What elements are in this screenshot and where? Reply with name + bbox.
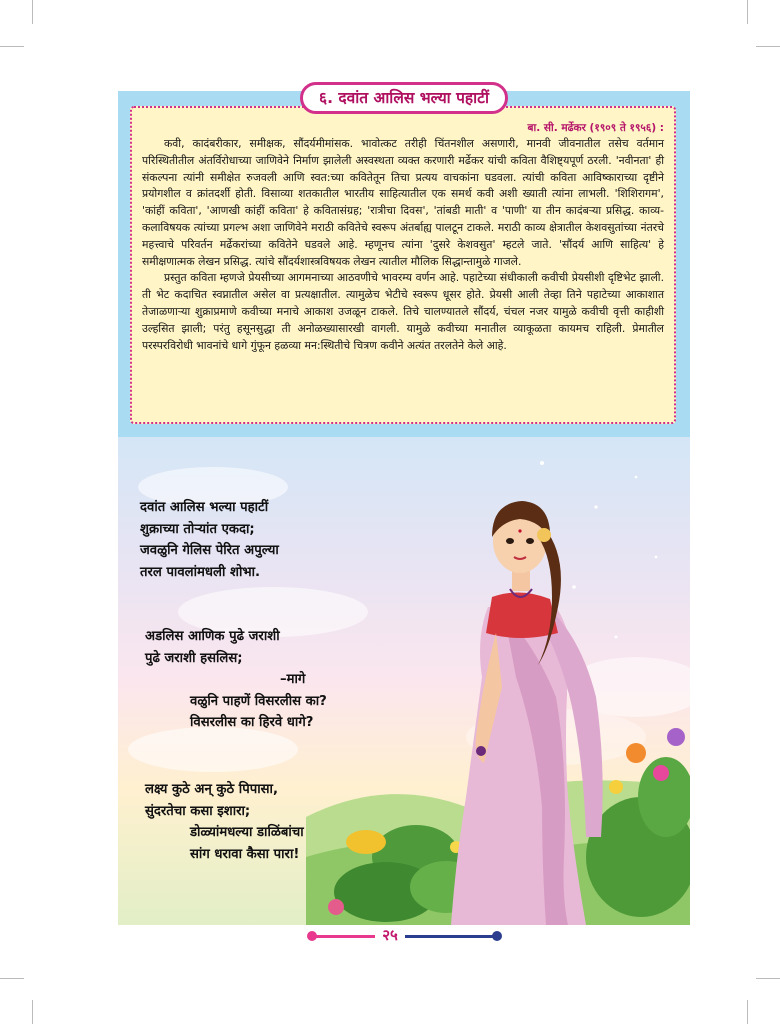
- author-line: बा. सी. मर्ढेकर (१९०९ ते १९५६) :: [527, 122, 664, 134]
- page-number: २५: [382, 926, 398, 944]
- intro-paragraph-2: प्रस्तुत कविता म्हणजे प्रेयसीच्या आगमनाच्या आठवणीचे भावरम्य वर्णन आहे. पहाटेच्या संधीकाली कवीची प्रेयसीशी दृष्टिभेट झाली. ती भेट कदाचित स्वप्नातील असेल वा प्रत्यक्षातील. त्यामुळेच भेटीचे स्वरूप धूसर होते. प्रेयसी आली तेव्हा तिने पहाटेच्या आकाशात तेजाळणाऱ्या शुक्राप्रमाणे कवीच्या मनाचे आकाश उजळून टाकले. तिचे चालण्यातले सौंदर्य, चंचल नजर यामुळे कवीची वृत्ती काहीशी उल्हसित झाली; परंतु हसूनसुद्धा ती अनोळख्यासारखी वागली. यामुळे कवीच्या मनातील व्याकूळता कायमच राहिली. प्रेमातील परस्परविरोधी भावनांचे धागे गुंफून हळव्या मन:स्थितीचे चित्रण कवीने अत्यंत तरलतेने केले आहे.: [142, 271, 664, 352]
- intro-box: [130, 106, 676, 424]
- poem-line: जवळुनि गेलिस पेरित अपुल्या: [140, 543, 279, 558]
- crop-mark: [747, 0, 748, 24]
- poem-stanza-3: [145, 779, 304, 865]
- poem-line: पुढे जराशी हसलिस;: [145, 650, 243, 666]
- crop-mark: [32, 0, 33, 24]
- crop-mark: [756, 978, 780, 979]
- poem-line: डोळ्यांमधल्या डाळिंबांचा: [190, 825, 304, 840]
- crop-mark: [32, 1000, 33, 1024]
- poem-line: तरल पावलांमधली शोभा.: [140, 564, 261, 580]
- poem-line: वळुनि पाहणें विसरलीस का?: [190, 693, 327, 709]
- poem-line: शुक्राच्या तोऱ्यांत एकदा;: [140, 521, 255, 537]
- woman-illustration: [306, 437, 690, 925]
- crop-mark: [0, 978, 24, 979]
- footer-rule-right: [405, 935, 493, 938]
- poem-line: लक्ष्य कुठे अन् कुठे पिपासा,: [145, 782, 278, 797]
- crop-mark: [747, 1000, 748, 1024]
- poem-line: सुंदरतेचा कसा इशारा;: [145, 803, 251, 819]
- poem-line: –मागे: [280, 672, 306, 687]
- poem-line: अडलिस आणिक पुढे जराशी: [145, 629, 280, 644]
- footer-rule-left: [315, 935, 375, 938]
- crop-mark: [0, 46, 24, 47]
- chapter-title: ६. दवांत आलिस भल्या पहाटीं: [300, 82, 508, 114]
- poem-stanza-1: [140, 497, 279, 583]
- poem-line: विसरलीस का हिरवे धागे?: [190, 715, 314, 730]
- poem-line: सांग धरावा कैसा पारा!: [190, 846, 300, 862]
- crop-mark: [756, 46, 780, 47]
- poem-line: दवांत आलिस भल्या पहाटीं: [140, 500, 269, 515]
- intro-paragraph-1: कवी, कादंबरीकार, समीक्षक, सौंदर्यमीमांसक. भावोत्कट तरीही चिंतनशील असणारी, मानवी जीवनातील तसेच वर्तमान परिस्थितीतील अंतर्विरोधाच्या जाणिवेने निर्माण झालेली अस्वस्थता व्यक्त करणारी मर्ढेकर यांची कविता वैशिष्ट्यपूर्ण ठरली. 'नवीनता' ही संकल्पना त्यांनी समीक्षेत रुजवली आणि स्वत:च्या कवितेतून तिचा प्रत्यय वाचकांना घडवला. त्यांची कविता आविष्काराच्या दृष्टीने प्रयोगशील व क्रांतदर्शी होती. विसाव्या शतकातील भारतीय साहित्यातील एक समर्थ कवी अशी ख्याती त्यांना लाभली. 'शिशिरागम', 'कांहीं कविता', 'आणखी कांहीं कविता' हे कवितासंग्रह; 'रात्रीचा दिवस', 'तांबडी माती' व 'पाणी' या तीन कादंबऱ्या प्रसिद्ध. काव्य-कलाविषयक त्यांच्या प्रगल्भ अशा जाणिवेने मराठी कवितेचे स्वरूप अंतर्बाह्य पालटून टाकले. मराठी काव्य क्षेत्रातील केशवसुतांच्या नंतरचे महत्त्वाचे परिवर्तन मर्ढेकरांच्या कवितेने घडवले आहे. म्हणूनच त्यांना 'दुसरे केशवसुत' म्हटले जाते. 'सौंदर्य आणि साहित्य' हे समीक्षणात्मक लेखन प्रसिद्ध. त्यांचे सौंदर्यशास्त्रविषयक लेखन त्यातील मौलिक सिद्धान्तामुळे गाजले.: [142, 137, 664, 268]
- poem-stanza-2: [145, 626, 327, 734]
- footer-dot-right: [492, 931, 502, 941]
